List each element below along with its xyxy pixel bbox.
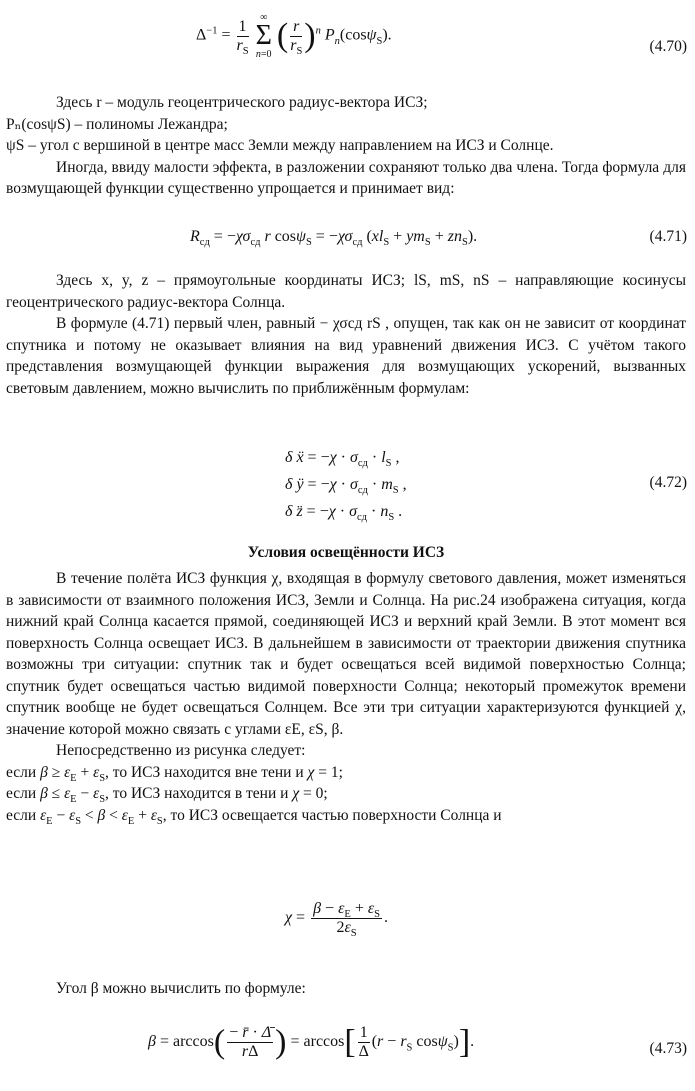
paragraph-coordinates: Здесь x, y, z – прямоугольные координаты ИСЗ; lS, mS, nS – направляющие косинусы геоцентрического радиус-вектора Солнца. [6,272,686,311]
paragraph-illumination: В течение полёта ИСЗ функция χ, входящая в формулу светового давления, может изменяться в зависимости от взаимного положения ИСЗ, Земли и Солнца. На рис.24 изображена ситуация, когда нижний край Солнца касается прямой, соединяющей ИСЗ и верхний край Земли. В этот момент вся поверхность Солнца освещает ИСЗ. В дальнейшем в зависимости от траектории движения спутника возможны три ситуации: спутник так и будет освещаться всей видимой поверхностью Солнца; спутник будет освещаться частью видимой поверхности Солнца; некоторый промежуток времени спутник вообще не будет освещаться Солнцем. Все эти три ситуации характеризуются функцией χ, значение которой можно связать с углами εE, εS, β. [6,570,686,738]
condition-in-shadow: если $\beta \le \varepsilon_E - \varepsilon_S$, то ИСЗ находится в тени и χ = 0; [6,785,328,806]
paragraph-block-2 [6,270,686,399]
equation-4-72-line-z: δ z̈ = $-\chi \cdot \sigma_{сд} \cdot n_S$ . [285,503,403,524]
equation-4-72-line-y: δ ÿ = $-\chi \cdot \sigma_{сд} \cdot m_S$ , [285,476,407,497]
equation-4-71-body: $R_{сд} = -\chi\sigma_{сд}$ r $\cos\psi_S = -\chi\sigma_{сд}$ $(xl_S + ym_S + zn_S)$. [190,228,478,249]
paragraph-from-figure: Непосредственно из рисунка следует: [56,742,306,759]
equation-number: (4.71) [649,228,687,245]
equation-number: (4.73) [649,1040,687,1057]
equation-4-70-body: $\Delta^{-1}$ = $\frac{1}{r_S}$ ∞ Σ n=0 ( $\frac{r}{r_S}$ )$^n$ $P_n(\cos\psi_S)$. [196,12,392,60]
equation-4-73 [0,1024,695,1084]
definition-legendre: Pₙ(cosψS) – полиномы Лежандра; [6,115,228,133]
condition-outside-shadow: если $\beta \ge \varepsilon_E + \varepsilon_S$, то ИСЗ находится вне тени и χ = 1; [6,763,343,784]
paragraph-simplification: Иногда, ввиду малости эффекта, в разложении сохраняют только два члена. Тогда формула для возмущающей функции существенно упрощается и принимает вид: [6,158,686,197]
equation-4-72-line-x: δ ẍ = $-\chi \cdot \sigma_{сд} \cdot l_S$ , [285,449,400,470]
equation-number: (4.70) [649,38,687,55]
equation-number: (4.72) [649,474,687,491]
section-title: Условия освещённости ИСЗ [247,544,445,561]
paragraph-block-3 [6,568,686,826]
paragraph-formula-note: В формуле (4.71) первый член, равный − χσсд rS , опущен, так как он не зависит от координат спутника и потому не оказывает влияния на вид уравнений движения ИСЗ. С учётом такого представления возмущающей функции выражения для возмущающих ускорений, вызванных световым давлением, можно вычислить по приближённым формулам: [6,315,686,397]
equation-4-72 [285,444,407,525]
definition-psi: ψS – угол с вершиной в центре масс Земли между направлением на ИСЗ и Солнце. [6,137,554,154]
paragraph-block-4 [6,978,686,1000]
condition-partial: если $\varepsilon_E - \varepsilon_S < \beta < \varepsilon_E + \varepsilon_S$, то ИСЗ освещается частью поверхности Солнца и [6,806,502,827]
equation-4-73-body: β = arccos( $\frac{- r̄ \cdot \Deltā}{r\Delta}$ ) = arccos[ $\frac{1}{\Delta}$ ($r - r_S$ cosψ$_S$)]. [148,1023,475,1061]
equation-4-70 [0,8,695,68]
paragraph-beta: Угол β можно вычислить по формуле: [56,980,306,997]
definition-r: Здесь r – модуль геоцентрического радиус-вектора ИСЗ; [56,94,428,111]
equation-chi: χ = $\frac{\beta - \varepsilon_E + \varepsilon_S}{2\varepsilon_S}$ . [285,900,388,940]
definitions-block [6,92,686,200]
